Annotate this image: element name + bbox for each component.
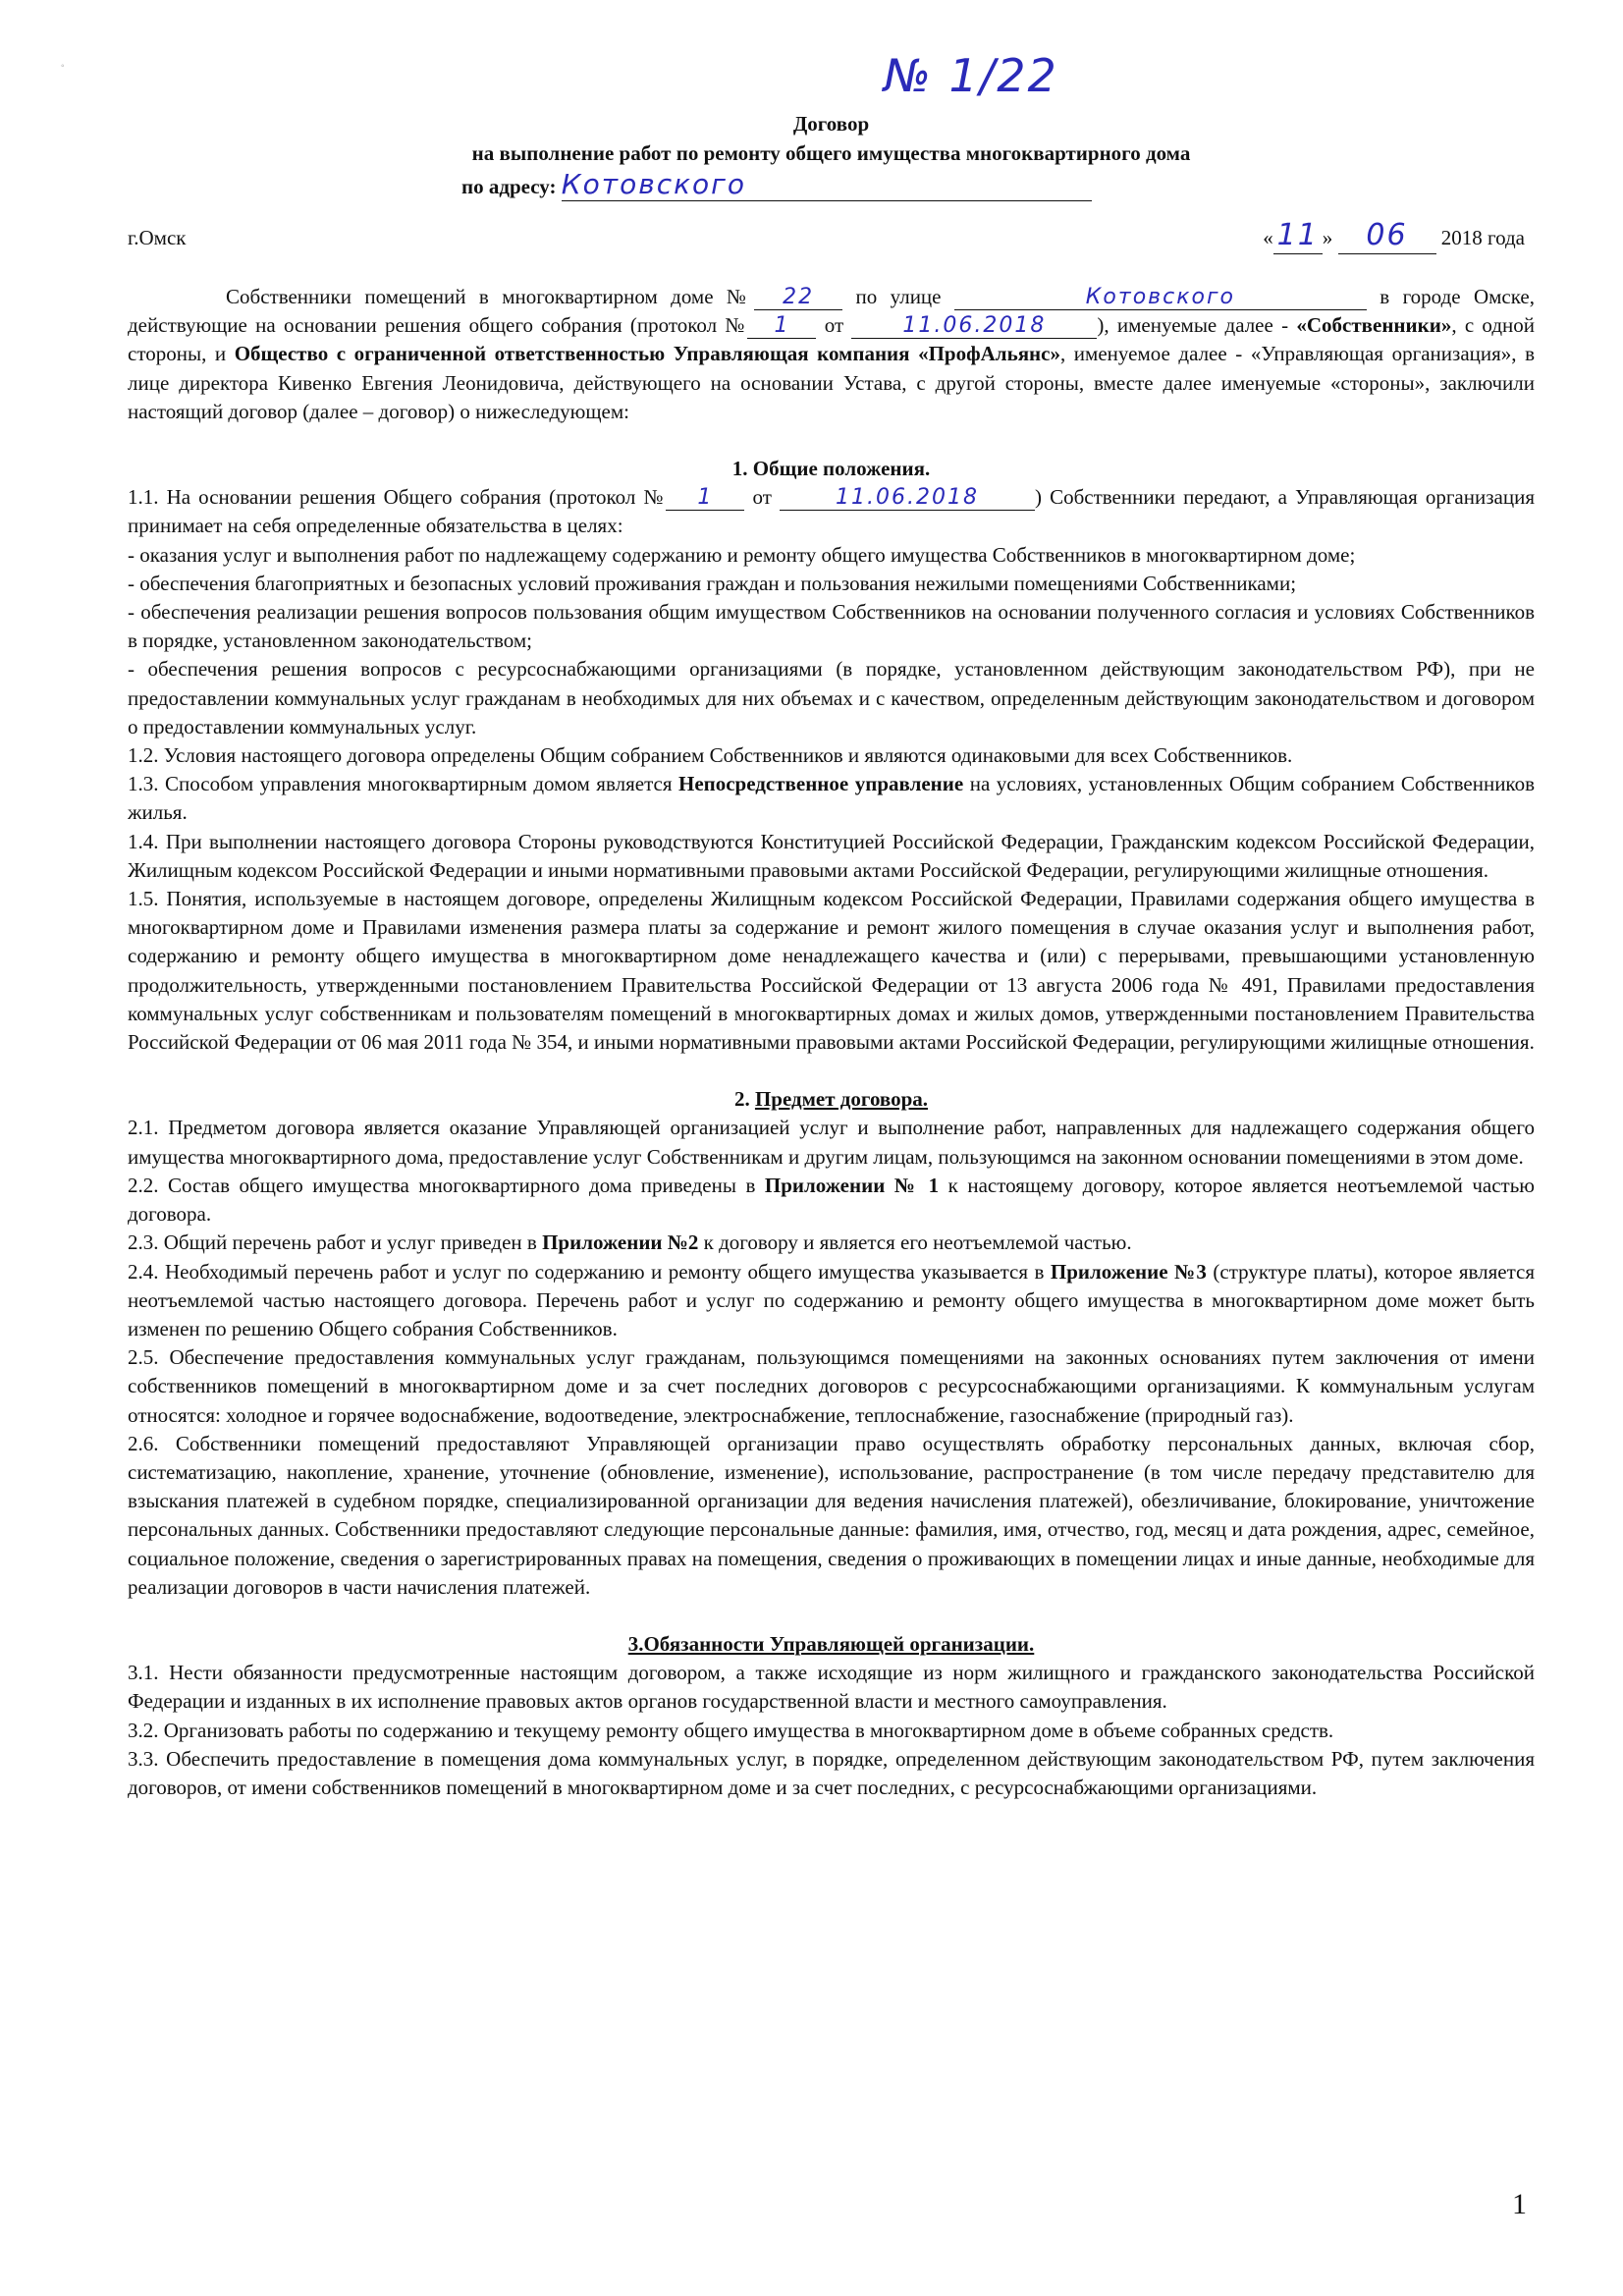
text-run: в городе Омске, действующие на основании решения общего собрания (протокол №: [128, 285, 1535, 338]
text-run: 2.2. Состав общего имущества многоквартирного дома приведены в: [128, 1173, 765, 1197]
text-run: 3.3. Обеспечить предоставление в помещения дома коммунальных услуг, в порядке, определенном действующим законодательством РФ, путем заключения договоров, от имени собственников помещений в многоквартирном доме и за счет последних, с ресурсоснабжающими организациями.: [128, 1746, 1535, 1799]
text-run: (структуре платы), которое является неотъемлемой частью настоящего договора. Перечень работ и услуг по содержанию и ремонту общего имущества в многоквартирном доме может быть изменен по решению Общего собрания Собственников.: [128, 1259, 1535, 1340]
paragraph: [128, 828, 1535, 885]
paragraph: [128, 1659, 1535, 1716]
address-line: [461, 169, 1092, 203]
handwritten-field: 1: [666, 486, 744, 511]
section-heading: [128, 455, 1535, 483]
bold-text: Приложении № 1: [764, 1173, 940, 1197]
paragraph: [128, 885, 1535, 1057]
date-year: 2018 года: [1440, 226, 1525, 249]
text-run: к договору и является его неотъемлемой частью.: [698, 1230, 1132, 1255]
text-run: 1.2. Условия настоящего договора определены Общим собранием Собственников и являются одинаковыми для всех Собственников.: [128, 743, 1293, 768]
section-heading: [128, 1085, 1535, 1114]
handwritten-field: 1: [747, 314, 816, 339]
paragraph: [128, 770, 1535, 827]
page-number: 1: [1512, 2188, 1527, 2220]
text-run: Предмет договора.: [754, 1087, 929, 1112]
text-run: от: [744, 485, 780, 510]
text-run: - обеспечения реализации решения вопросов пользования общим имуществом Собственников на основании полученного согласия и условиях Собственников в порядке, установленном законодательством;: [128, 600, 1535, 653]
document-subtitle: на выполнение работ по ремонту общего имущества многоквартирного дома: [471, 141, 1191, 165]
paragraph: [128, 570, 1535, 598]
text-run: 3.2. Организовать работы по содержанию и текущему ремонту общего имущества в многоквартирном доме в объеме собранных средств.: [128, 1718, 1334, 1742]
text-run: 2.4. Необходимый перечень работ и услуг по содержанию и ремонту общего имущества указывается в: [128, 1259, 1051, 1284]
paragraph: [128, 1343, 1535, 1430]
text-run: 1.5. Понятия, используемые в настоящем договоре, определены Жилищным кодексом Российской Федерации, Правилами содержания общего имущества в многоквартирном доме и Правилами изменения размера платы за содержание и ремонт жилого помещения в случае оказания услуг и выполнения работ, содержанию и ремонту общего имущества в многоквартирном доме ненадлежащего качества и (или) с перерывами, превышающими установленную продолжительность, утвержденными постановлением Правительства Российской Федерации от 13 августа 2006 года № 491, Правилами предоставления коммунальных услуг собственникам и пользователям помещений в многоквартирных домах и жилых домов, утвержденными постановлением Правительства Российской Федерации от 06 мая 2011 года № 354, и иными нормативными правовыми актами Российской Федерации, регулирующими жилищные отношения.: [128, 887, 1535, 1055]
text-run: от: [816, 313, 852, 338]
text-run: по улице: [842, 285, 954, 308]
section-heading: [128, 1630, 1535, 1659]
paragraph: [128, 483, 1535, 540]
paragraph: [128, 598, 1535, 655]
bold-text: Непосредственное управление: [677, 772, 964, 796]
scan-speck: ◦: [61, 61, 65, 72]
text-run: 1.3. Способом управления многоквартирным домом является: [128, 772, 678, 796]
text-run: 2.1. Предметом договора является оказание Управляющей организацией услуг и выполнение работ, направленных для надлежащего содержания общего имущества многоквартирного дома, предоставление услуг Собственникам и другим лицам, пользующимся на законном основании помещениями в этом доме.: [128, 1116, 1535, 1169]
text-run: , с одной стороны, и: [128, 313, 1535, 366]
text-run: к настоящему договору, которое является неотъемлемой частью договора.: [128, 1173, 1535, 1227]
paragraph: [128, 541, 1535, 570]
text-run: 2.6. Собственники помещений предоставляют Управляющей организации право осуществлять обработку персональных данных, включая сбор, систематизацию, накопление, хранение, уточнение (обновление, изменение), использование, распространение (в том числе передачу представителю для взыскания платежей в судебном порядке, специализированной организации для ведения начисления платежей), обезличивание, блокирование, уничтожение персональных данных. Собственники предоставляют следующие персональные данные: фамилия, имя, отчество, год, месяц и дата рождения, адрес, семейное, социальное положение, сведения о зарегистрированных правах на помещения, сведения о проживающих в помещении лицах и иные данные, необходимые для реализации договоров в части начисления платежей.: [128, 1431, 1535, 1599]
address-label: по адресу:: [461, 175, 557, 198]
handwritten-field: Котовского: [954, 286, 1367, 310]
quote-open: «: [1263, 226, 1273, 249]
city: г.Омск: [128, 226, 187, 249]
text-run: - оказания услуг и выполнения работ по надлежащему содержанию и ремонту общего имущества Собственников в многоквартирном доме;: [128, 542, 1356, 567]
text-run: - обеспечения решения вопросов с ресурсоснабжающими организациями (в порядке, установленном действующим законодательством РФ), при не предоставлении коммунальных услуг гражданам в необходимых для них объемах и с качеством, определенным действующим законодательством и договором о предоставлении коммунальных услуг.: [128, 657, 1535, 738]
text-run: Собственники помещений в многоквартирном доме №: [226, 285, 755, 308]
text-run: 2.3. Общий перечень работ и услуг приведен в: [128, 1230, 543, 1255]
paragraph: [128, 1745, 1535, 1802]
paragraph: [128, 1258, 1535, 1344]
text-run: 1.1. На основании решения Общего собрания (протокол №: [128, 485, 667, 510]
city-date-line: [128, 218, 1535, 259]
text-run: - обеспечения благоприятных и безопасных условий проживания граждан и пользования нежилыми помещениями Собственниками;: [128, 571, 1297, 595]
paragraph: [128, 1172, 1535, 1229]
text-run: 2.: [733, 1087, 755, 1112]
text-run: 1.4. При выполнении настоящего договора Стороны руководствуются Конституцией Российской Федерации, Гражданским кодексом Российской Федерации, Жилищным кодексом Российской Федерации и иными нормативными правовыми актами Российской Федерации, регулирующими жилищные отношения.: [128, 829, 1535, 882]
paragraph: [128, 1430, 1535, 1602]
text-run: 3.Обязанности Управляющей организации.: [627, 1631, 1035, 1656]
bold-text: Приложение №3: [1050, 1259, 1207, 1284]
quote-close: »: [1322, 226, 1333, 249]
text-run: 2.5. Обеспечение предоставления коммунальных услуг гражданам, пользующимся помещениями на законных основаниях путем заключения от имени собственников помещений в многоквартирном доме и за счет последних договоров с ресурсоснабжающими организациями. К коммунальным услугам относятся: холодное и горячее водоснабжение, водоотведение, электроснабжение, теплоснабжение, газоснабжение (природный газ).: [128, 1345, 1535, 1427]
bold-text: Приложении №2: [542, 1230, 699, 1255]
text-run: ) Собственники передают, а Управляющая организация принимает на себя определенные обязательства в целях:: [128, 485, 1535, 538]
paragraph: [128, 283, 1535, 426]
handwritten-contract-number: № 1/22: [884, 49, 1058, 102]
bold-text: «Собственники»: [1296, 313, 1452, 338]
text-run: , именуемое далее - «Управляющая организация», в лице директора Кивенко Евгения Леонидовича, действующего на основании Устава, с другой стороны, вместе далее именуемые «стороны», заключили настоящий договор (далее – договор) о нижеследующем:: [128, 342, 1536, 423]
contract-date: [1263, 218, 1525, 257]
text-run: на условиях, установленных Общим собранием Собственников жилья.: [128, 772, 1535, 825]
paragraph: [128, 1114, 1535, 1171]
date-month: 06: [1338, 218, 1436, 254]
handwritten-field: 22: [754, 286, 842, 310]
paragraph: [128, 741, 1535, 770]
handwritten-field: 11.06.2018: [851, 314, 1097, 339]
text-run: 3.1. Нести обязанности предусмотренные настоящим договором, а также исходящие из норм жилищного и гражданского законодательства Российской Федерации и изданных в их исполнение правовых актов органов государственной власти и местного самоуправления.: [128, 1661, 1535, 1714]
paragraph: [128, 655, 1535, 741]
handwritten-field: 11.06.2018: [780, 486, 1035, 511]
text-run: ), именуемые далее -: [1097, 313, 1297, 338]
paragraph: [128, 1717, 1535, 1745]
address-field: Котовского: [562, 169, 1092, 201]
paragraph: [128, 1229, 1535, 1257]
bold-text: Общество с ограниченной ответственностью Управляющая компания «ПрофАльянс»: [234, 342, 1060, 366]
text-run: 1. Общие положения.: [731, 457, 931, 481]
contract-body: [128, 283, 1535, 1802]
document-title: Договор: [792, 112, 870, 136]
date-day: 11: [1273, 218, 1323, 254]
